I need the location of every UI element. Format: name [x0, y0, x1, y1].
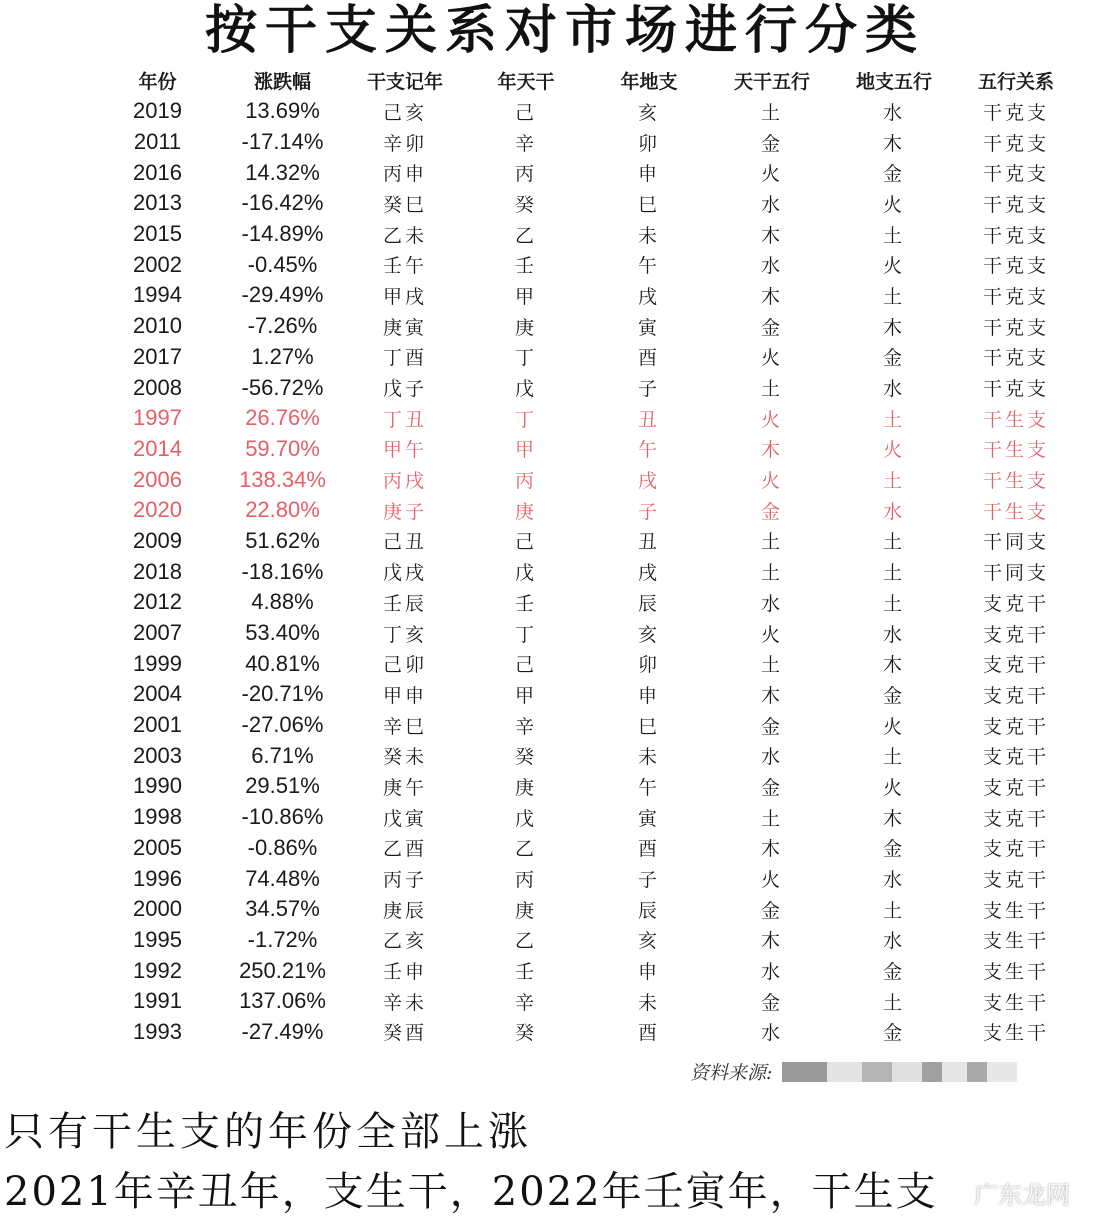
gan-wuxing-cell: 火 — [760, 408, 783, 431]
change-cell: 4.88% — [251, 589, 314, 615]
ganzhi-cell: 甲申 — [382, 684, 427, 707]
table-row — [95, 280, 1085, 311]
year-cell: 2020 — [133, 497, 182, 523]
gan-cell: 庚 — [514, 776, 537, 799]
page-title: 按干支关系对市场进行分类 — [204, 0, 925, 61]
ganzhi-cell: 甲戌 — [382, 285, 427, 308]
ganzhi-cell: 丙子 — [382, 869, 427, 892]
ganzhi-cell: 丙戌 — [382, 470, 427, 493]
change-cell: -18.16% — [241, 558, 324, 584]
change-cell: 26.76% — [245, 405, 320, 431]
zhi-cell: 未 — [637, 746, 660, 769]
table-row — [95, 925, 1085, 956]
gan-cell: 甲 — [514, 285, 537, 308]
year-cell: 2015 — [133, 221, 182, 247]
ganzhi-cell: 丙申 — [382, 163, 427, 186]
table-row — [95, 802, 1085, 833]
gan-cell: 癸 — [514, 746, 537, 769]
gan-cell: 庚 — [514, 500, 537, 523]
year-cell: 1996 — [133, 865, 182, 891]
table-row — [95, 96, 1085, 127]
gan-wuxing-cell: 水 — [760, 592, 783, 615]
gan-wuxing-cell: 火 — [760, 347, 783, 370]
table-row — [95, 249, 1085, 280]
relation-cell: 干克支 — [982, 285, 1049, 308]
change-cell: -7.26% — [247, 313, 318, 339]
relation-cell: 支生干 — [982, 961, 1049, 984]
zhi-wuxing-cell: 金 — [882, 684, 905, 707]
gan-wuxing-cell: 木 — [760, 930, 783, 953]
zhi-wuxing-cell: 土 — [882, 224, 905, 247]
gan-wuxing-cell: 金 — [760, 776, 783, 799]
table-row — [95, 556, 1085, 587]
change-cell: 13.69% — [245, 98, 320, 124]
ganzhi-table — [95, 64, 1085, 1047]
zhi-wuxing-cell: 水 — [882, 101, 905, 124]
zhi-wuxing-cell: 水 — [882, 378, 905, 401]
zhi-wuxing-cell: 金 — [882, 961, 905, 984]
gan-cell: 甲 — [514, 439, 537, 462]
zhi-cell: 午 — [637, 255, 660, 278]
zhi-cell: 寅 — [637, 316, 660, 339]
table-row — [95, 464, 1085, 495]
gan-cell: 己 — [514, 531, 537, 554]
zhi-wuxing-cell: 金 — [882, 838, 905, 861]
zhi-wuxing-cell: 金 — [882, 163, 905, 186]
zhi-wuxing-cell: 火 — [882, 193, 905, 216]
table-row — [95, 833, 1085, 864]
ganzhi-cell: 己亥 — [382, 101, 427, 124]
gan-cell: 壬 — [514, 961, 537, 984]
gan-wuxing-cell: 火 — [760, 623, 783, 646]
table-row — [95, 372, 1085, 403]
relation-cell: 干克支 — [982, 163, 1049, 186]
change-cell: -1.72% — [247, 926, 318, 952]
zhi-cell: 子 — [637, 378, 660, 401]
gan-wuxing-cell: 水 — [760, 1022, 783, 1045]
year-cell: 1998 — [133, 804, 182, 830]
zhi-wuxing-cell: 水 — [882, 869, 905, 892]
zhi-cell: 申 — [637, 961, 660, 984]
zhi-cell: 丑 — [637, 408, 660, 431]
relation-cell: 支生干 — [982, 930, 1049, 953]
ganzhi-cell: 戊戌 — [382, 562, 427, 585]
ganzhi-cell: 庚寅 — [382, 316, 427, 339]
change-cell: 6.71% — [251, 742, 314, 768]
year-cell: 2004 — [133, 681, 182, 707]
relation-cell: 干克支 — [982, 316, 1049, 339]
relation-cell: 干生支 — [982, 470, 1049, 493]
gan-cell: 戊 — [514, 562, 537, 585]
change-cell: -16.42% — [241, 190, 324, 216]
header-change: 涨跌幅 — [253, 70, 311, 93]
table-row — [95, 127, 1085, 158]
ganzhi-cell: 戊子 — [382, 378, 427, 401]
change-cell: -10.86% — [241, 804, 324, 830]
change-cell: -29.49% — [241, 282, 324, 308]
gan-cell: 癸 — [514, 193, 537, 216]
gan-cell: 丁 — [514, 408, 537, 431]
change-cell: -0.86% — [247, 834, 318, 860]
year-cell: 2007 — [133, 620, 182, 646]
gan-wuxing-cell: 金 — [760, 132, 783, 155]
zhi-wuxing-cell: 火 — [882, 439, 905, 462]
header-year: 年份 — [138, 70, 177, 93]
relation-cell: 支克干 — [982, 715, 1049, 738]
change-cell: 40.81% — [245, 650, 320, 676]
table-row — [95, 618, 1085, 649]
change-cell: -14.89% — [241, 221, 324, 247]
zhi-cell: 申 — [637, 684, 660, 707]
gan-wuxing-cell: 火 — [760, 869, 783, 892]
gan-wuxing-cell: 金 — [760, 316, 783, 339]
zhi-wuxing-cell: 火 — [882, 715, 905, 738]
zhi-wuxing-cell: 土 — [882, 592, 905, 615]
year-cell: 2003 — [133, 742, 182, 768]
table-body — [95, 96, 1085, 1047]
relation-cell: 支克干 — [982, 838, 1049, 861]
gan-cell: 乙 — [514, 224, 537, 247]
zhi-cell: 子 — [637, 500, 660, 523]
relation-cell: 干克支 — [982, 255, 1049, 278]
gan-cell: 壬 — [514, 255, 537, 278]
gan-wuxing-cell: 木 — [760, 224, 783, 247]
ganzhi-cell: 庚午 — [382, 776, 427, 799]
gan-wuxing-cell: 金 — [760, 715, 783, 738]
table-row — [95, 157, 1085, 188]
gan-wuxing-cell: 火 — [760, 163, 783, 186]
header-gan-wuxing: 天干五行 — [733, 70, 810, 93]
year-cell: 2008 — [133, 374, 182, 400]
conclusion-text: 只有干生支的年份全部上涨 — [4, 1109, 532, 1155]
ganzhi-cell: 辛未 — [382, 991, 427, 1014]
table-row — [95, 311, 1085, 342]
gan-cell: 丙 — [514, 470, 537, 493]
gan-wuxing-cell: 土 — [760, 378, 783, 401]
change-cell: 29.51% — [245, 773, 320, 799]
change-cell: 51.62% — [245, 527, 320, 553]
gan-cell: 辛 — [514, 991, 537, 1014]
relation-cell: 干生支 — [982, 439, 1049, 462]
zhi-cell: 酉 — [637, 838, 660, 861]
table-row — [95, 955, 1085, 986]
ganzhi-cell: 乙亥 — [382, 930, 427, 953]
year-cell: 1995 — [133, 926, 182, 952]
gan-cell: 己 — [514, 101, 537, 124]
relation-cell: 干同支 — [982, 531, 1049, 554]
year-cell: 2005 — [133, 834, 182, 860]
zhi-wuxing-cell: 火 — [882, 776, 905, 799]
year-cell: 2013 — [133, 190, 182, 216]
gan-wuxing-cell: 木 — [760, 684, 783, 707]
relation-cell: 支克干 — [982, 807, 1049, 830]
gan-wuxing-cell: 木 — [760, 838, 783, 861]
zhi-wuxing-cell: 水 — [882, 500, 905, 523]
ganzhi-cell: 癸未 — [382, 746, 427, 769]
gan-cell: 甲 — [514, 684, 537, 707]
ganzhi-cell: 辛巳 — [382, 715, 427, 738]
gan-cell: 戊 — [514, 378, 537, 401]
zhi-wuxing-cell: 水 — [882, 623, 905, 646]
zhi-cell: 亥 — [637, 930, 660, 953]
zhi-wuxing-cell: 木 — [882, 316, 905, 339]
ganzhi-cell: 癸巳 — [382, 193, 427, 216]
zhi-wuxing-cell: 土 — [882, 991, 905, 1014]
gan-wuxing-cell: 土 — [760, 562, 783, 585]
zhi-cell: 巳 — [637, 193, 660, 216]
zhi-cell: 巳 — [637, 715, 660, 738]
gan-wuxing-cell: 火 — [760, 470, 783, 493]
change-cell: 74.48% — [245, 865, 320, 891]
gan-wuxing-cell: 金 — [760, 500, 783, 523]
gan-cell: 壬 — [514, 592, 537, 615]
year-cell: 2009 — [133, 527, 182, 553]
gan-wuxing-cell: 水 — [760, 961, 783, 984]
year-cell: 2016 — [133, 159, 182, 185]
zhi-cell: 未 — [637, 224, 660, 247]
relation-cell: 干克支 — [982, 193, 1049, 216]
year-cell: 1993 — [133, 1018, 182, 1044]
table-row — [95, 740, 1085, 771]
relation-cell: 干同支 — [982, 562, 1049, 585]
zhi-cell: 卯 — [637, 654, 660, 677]
zhi-wuxing-cell: 土 — [882, 470, 905, 493]
zhi-wuxing-cell: 土 — [882, 899, 905, 922]
zhi-wuxing-cell: 火 — [882, 255, 905, 278]
year-cell: 1992 — [133, 957, 182, 983]
data-source — [690, 1058, 1017, 1085]
gan-wuxing-cell: 木 — [760, 439, 783, 462]
relation-cell: 干生支 — [982, 500, 1049, 523]
table-row — [95, 495, 1085, 526]
relation-cell: 干生支 — [982, 408, 1049, 431]
gan-cell: 癸 — [514, 1022, 537, 1045]
zhi-wuxing-cell: 土 — [882, 408, 905, 431]
gan-wuxing-cell: 土 — [760, 531, 783, 554]
change-cell: -56.72% — [241, 374, 324, 400]
gan-wuxing-cell: 土 — [760, 807, 783, 830]
ganzhi-cell: 壬辰 — [382, 592, 427, 615]
relation-cell: 支克干 — [982, 746, 1049, 769]
zhi-cell: 辰 — [637, 899, 660, 922]
zhi-cell: 戌 — [637, 562, 660, 585]
zhi-cell: 申 — [637, 163, 660, 186]
zhi-cell: 寅 — [637, 807, 660, 830]
ganzhi-cell: 乙酉 — [382, 838, 427, 861]
gan-wuxing-cell: 土 — [760, 654, 783, 677]
zhi-cell: 卯 — [637, 132, 660, 155]
year-cell: 2010 — [133, 313, 182, 339]
table-row — [95, 219, 1085, 250]
gan-wuxing-cell: 水 — [760, 193, 783, 216]
forecast-text: 2021年辛丑年，支生干，2022年壬寅年，干生支 — [4, 1169, 938, 1215]
table-row — [95, 403, 1085, 434]
year-cell: 1997 — [133, 405, 182, 431]
relation-cell: 干克支 — [982, 132, 1049, 155]
change-cell: 22.80% — [245, 497, 320, 523]
site-watermark: 广东龙网 — [974, 1181, 1070, 1209]
gan-cell: 己 — [514, 654, 537, 677]
table-row — [95, 894, 1085, 925]
gan-cell: 辛 — [514, 715, 537, 738]
gan-cell: 丁 — [514, 347, 537, 370]
ganzhi-cell: 癸酉 — [382, 1022, 427, 1045]
change-cell: -20.71% — [241, 681, 324, 707]
zhi-wuxing-cell: 土 — [882, 285, 905, 308]
zhi-wuxing-cell: 土 — [882, 746, 905, 769]
ganzhi-cell: 壬午 — [382, 255, 427, 278]
ganzhi-cell: 戊寅 — [382, 807, 427, 830]
table-row — [95, 648, 1085, 679]
change-cell: -0.45% — [247, 251, 318, 277]
table-header-row — [95, 64, 1085, 96]
gan-wuxing-cell: 金 — [760, 991, 783, 1014]
change-cell: 14.32% — [245, 159, 320, 185]
ganzhi-cell: 丁酉 — [382, 347, 427, 370]
zhi-wuxing-cell: 土 — [882, 562, 905, 585]
ganzhi-cell: 丁亥 — [382, 623, 427, 646]
gan-cell: 庚 — [514, 316, 537, 339]
zhi-cell: 子 — [637, 869, 660, 892]
zhi-wuxing-cell: 木 — [882, 807, 905, 830]
gan-wuxing-cell: 金 — [760, 899, 783, 922]
redacted-source-blur — [782, 1062, 1017, 1082]
table-row — [95, 434, 1085, 465]
table-row — [95, 587, 1085, 618]
zhi-cell: 亥 — [637, 101, 660, 124]
zhi-cell: 辰 — [637, 592, 660, 615]
change-cell: 59.70% — [245, 435, 320, 461]
relation-cell: 支生干 — [982, 991, 1049, 1014]
relation-cell: 支克干 — [982, 869, 1049, 892]
year-cell: 2000 — [133, 896, 182, 922]
zhi-cell: 戌 — [637, 470, 660, 493]
table-row — [95, 863, 1085, 894]
change-cell: -27.49% — [241, 1018, 324, 1044]
gan-wuxing-cell: 土 — [760, 101, 783, 124]
zhi-cell: 酉 — [637, 347, 660, 370]
header-gan: 年天干 — [497, 70, 555, 93]
change-cell: 53.40% — [245, 620, 320, 646]
table-row — [95, 342, 1085, 373]
relation-cell: 干克支 — [982, 347, 1049, 370]
ganzhi-cell: 辛卯 — [382, 132, 427, 155]
year-cell: 2018 — [133, 558, 182, 584]
year-cell: 2017 — [133, 343, 182, 369]
table-row — [95, 771, 1085, 802]
year-cell: 2014 — [133, 435, 182, 461]
zhi-cell: 亥 — [637, 623, 660, 646]
ganzhi-cell: 甲午 — [382, 439, 427, 462]
gan-cell: 辛 — [514, 132, 537, 155]
gan-cell: 庚 — [514, 899, 537, 922]
gan-cell: 乙 — [514, 930, 537, 953]
change-cell: 137.06% — [239, 988, 326, 1014]
header-relation: 五行关系 — [977, 70, 1054, 93]
relation-cell: 支克干 — [982, 592, 1049, 615]
year-cell: 2002 — [133, 251, 182, 277]
header-ganzhi: 干支记年 — [366, 70, 443, 93]
table-row — [95, 679, 1085, 710]
change-cell: 250.21% — [239, 957, 326, 983]
table-row — [95, 188, 1085, 219]
ganzhi-cell: 庚辰 — [382, 899, 427, 922]
zhi-wuxing-cell: 木 — [882, 654, 905, 677]
gan-cell: 丙 — [514, 163, 537, 186]
gan-cell: 乙 — [514, 838, 537, 861]
year-cell: 1999 — [133, 650, 182, 676]
zhi-wuxing-cell: 金 — [882, 1022, 905, 1045]
header-zhi-wuxing: 地支五行 — [855, 70, 932, 93]
zhi-wuxing-cell: 水 — [882, 930, 905, 953]
year-cell: 2001 — [133, 712, 182, 738]
table-row — [95, 710, 1085, 741]
change-cell: -17.14% — [241, 129, 324, 155]
change-cell: 34.57% — [245, 896, 320, 922]
relation-cell: 干克支 — [982, 101, 1049, 124]
relation-cell: 干克支 — [982, 378, 1049, 401]
year-cell: 2019 — [133, 98, 182, 124]
gan-wuxing-cell: 水 — [760, 255, 783, 278]
ganzhi-cell: 己卯 — [382, 654, 427, 677]
relation-cell: 支克干 — [982, 623, 1049, 646]
header-zhi: 年地支 — [620, 70, 678, 93]
year-cell: 2006 — [133, 466, 182, 492]
zhi-cell: 未 — [637, 991, 660, 1014]
gan-cell: 戊 — [514, 807, 537, 830]
relation-cell: 支生干 — [982, 1022, 1049, 1045]
table-row — [95, 1017, 1085, 1048]
zhi-cell: 午 — [637, 776, 660, 799]
table-row — [95, 986, 1085, 1017]
ganzhi-cell: 壬申 — [382, 961, 427, 984]
relation-cell: 干克支 — [982, 224, 1049, 247]
zhi-wuxing-cell: 土 — [882, 531, 905, 554]
relation-cell: 支克干 — [982, 654, 1049, 677]
source-label: 资料来源: — [690, 1062, 773, 1084]
year-cell: 2012 — [133, 589, 182, 615]
relation-cell: 支生干 — [982, 899, 1049, 922]
change-cell: 1.27% — [251, 343, 314, 369]
ganzhi-cell: 庚子 — [382, 500, 427, 523]
year-cell: 2011 — [133, 129, 182, 155]
zhi-wuxing-cell: 木 — [882, 132, 905, 155]
relation-cell: 支克干 — [982, 684, 1049, 707]
ganzhi-cell: 乙未 — [382, 224, 427, 247]
gan-cell: 丙 — [514, 869, 537, 892]
year-cell: 1991 — [133, 988, 182, 1014]
zhi-cell: 丑 — [637, 531, 660, 554]
year-cell: 1990 — [133, 773, 182, 799]
year-cell: 1994 — [133, 282, 182, 308]
relation-cell: 支克干 — [982, 776, 1049, 799]
zhi-wuxing-cell: 金 — [882, 347, 905, 370]
change-cell: -27.06% — [241, 712, 324, 738]
gan-wuxing-cell: 木 — [760, 285, 783, 308]
change-cell: 138.34% — [239, 466, 326, 492]
zhi-cell: 酉 — [637, 1022, 660, 1045]
table-row — [95, 526, 1085, 557]
zhi-cell: 午 — [637, 439, 660, 462]
zhi-cell: 戌 — [637, 285, 660, 308]
ganzhi-cell: 己丑 — [382, 531, 427, 554]
gan-cell: 丁 — [514, 623, 537, 646]
ganzhi-cell: 丁丑 — [382, 408, 427, 431]
gan-wuxing-cell: 水 — [760, 746, 783, 769]
